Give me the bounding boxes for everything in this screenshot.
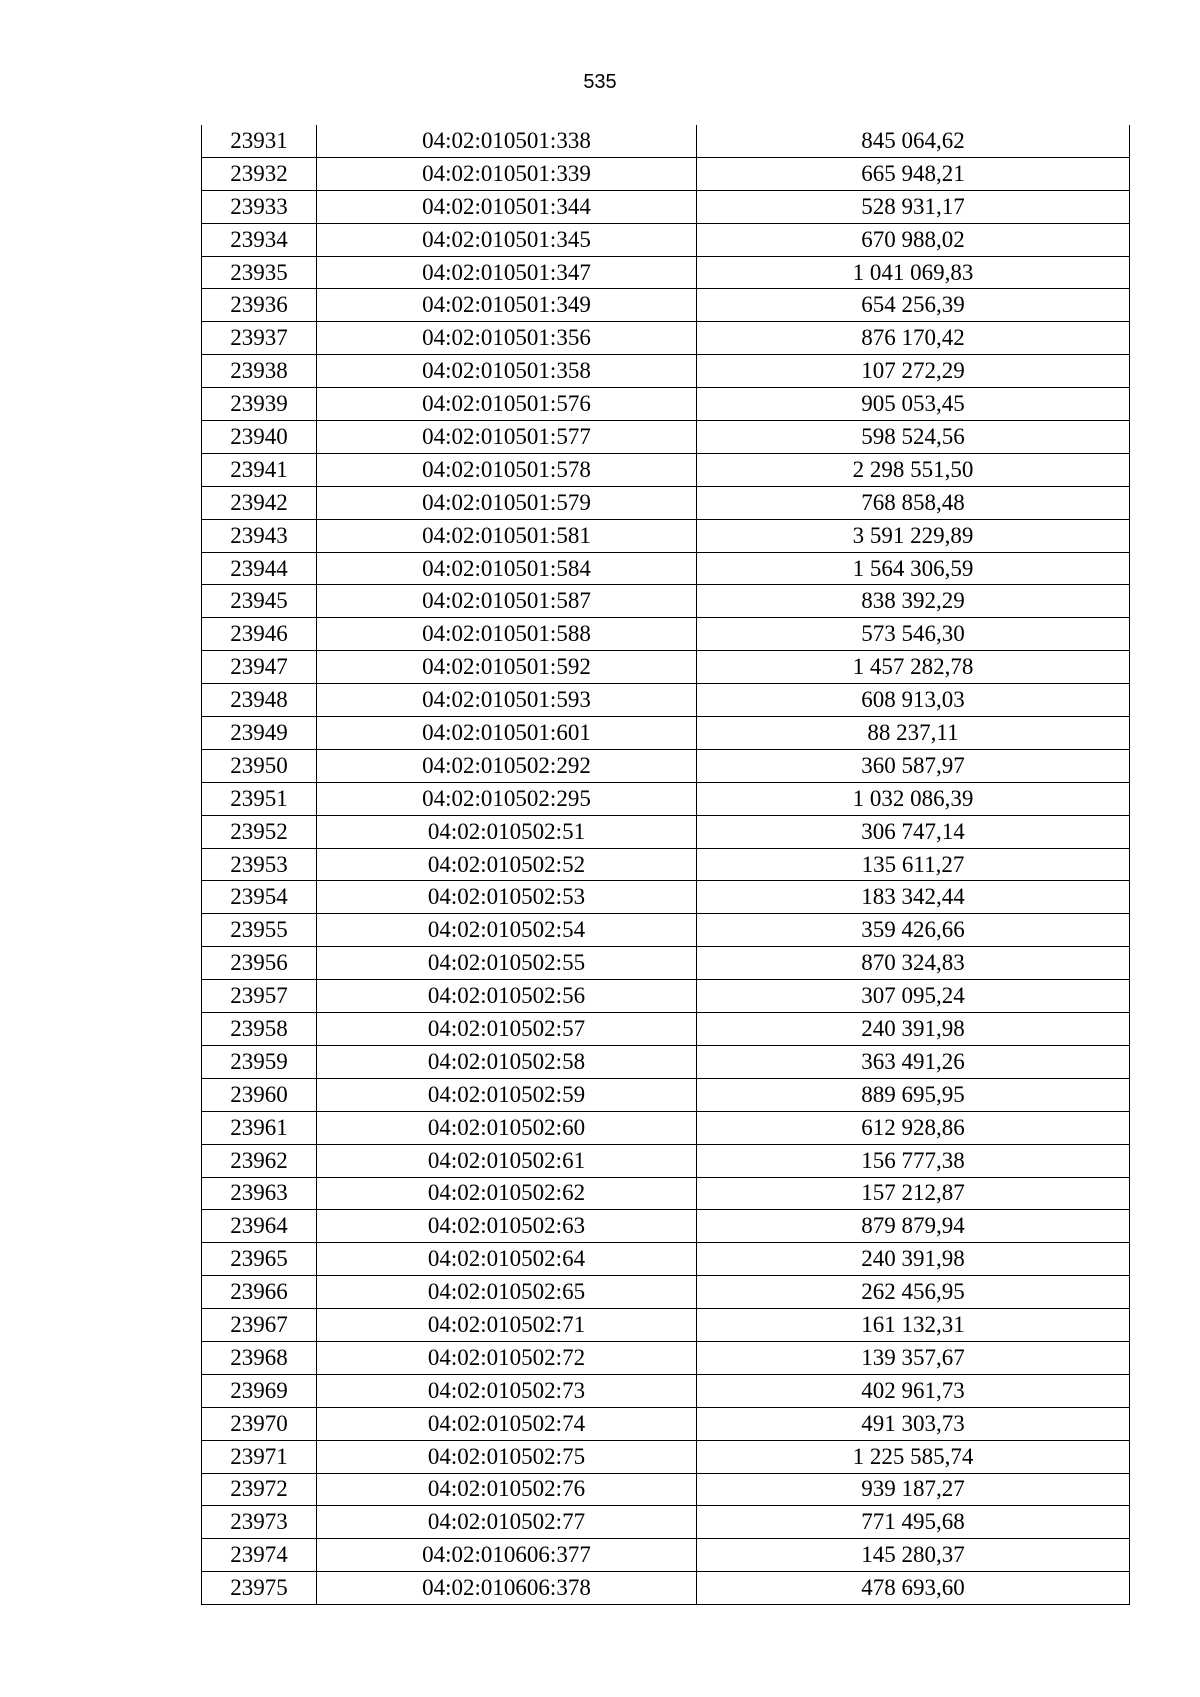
table-row xyxy=(202,881,1130,914)
value-cell: 478 693,60 xyxy=(697,1572,1130,1605)
cadastral-number-cell: 04:02:010501:344 xyxy=(317,190,697,223)
cadastral-number-cell: 04:02:010502:53 xyxy=(317,881,697,914)
row-number-cell: 23945 xyxy=(202,585,317,618)
table-row xyxy=(202,1473,1130,1506)
table-row xyxy=(202,618,1130,651)
row-number-cell: 23971 xyxy=(202,1440,317,1473)
value-cell: 1 225 585,74 xyxy=(697,1440,1130,1473)
row-number-cell: 23949 xyxy=(202,717,317,750)
table-row xyxy=(202,1309,1130,1342)
row-number-cell: 23957 xyxy=(202,980,317,1013)
table-row xyxy=(202,519,1130,552)
table-row xyxy=(202,585,1130,618)
value-cell: 306 747,14 xyxy=(697,815,1130,848)
row-number-cell: 23959 xyxy=(202,1045,317,1078)
value-cell: 161 132,31 xyxy=(697,1309,1130,1342)
cadastral-number-cell: 04:02:010501:578 xyxy=(317,453,697,486)
table-row xyxy=(202,355,1130,388)
table-row xyxy=(202,552,1130,585)
row-number-cell: 23972 xyxy=(202,1473,317,1506)
value-cell: 905 053,45 xyxy=(697,388,1130,421)
cadastral-number-cell: 04:02:010502:65 xyxy=(317,1276,697,1309)
cadastral-number-cell: 04:02:010606:377 xyxy=(317,1539,697,1572)
value-cell: 139 357,67 xyxy=(697,1341,1130,1374)
table-row xyxy=(202,157,1130,190)
row-number-cell: 23948 xyxy=(202,684,317,717)
value-cell: 608 913,03 xyxy=(697,684,1130,717)
cadastral-number-cell: 04:02:010502:52 xyxy=(317,848,697,881)
cadastral-number-cell: 04:02:010501:338 xyxy=(317,125,697,157)
table-row xyxy=(202,1341,1130,1374)
table-row xyxy=(202,1276,1130,1309)
value-cell: 3 591 229,89 xyxy=(697,519,1130,552)
table-row xyxy=(202,1243,1130,1276)
cadastral-number-cell: 04:02:010501:592 xyxy=(317,651,697,684)
cadastral-number-cell: 04:02:010502:72 xyxy=(317,1341,697,1374)
value-cell: 845 064,62 xyxy=(697,125,1130,157)
cadastral-number-cell: 04:02:010502:77 xyxy=(317,1506,697,1539)
value-cell: 1 041 069,83 xyxy=(697,256,1130,289)
row-number-cell: 23953 xyxy=(202,848,317,881)
value-cell: 240 391,98 xyxy=(697,1013,1130,1046)
value-cell: 183 342,44 xyxy=(697,881,1130,914)
table-row xyxy=(202,914,1130,947)
cadastral-number-cell: 04:02:010502:59 xyxy=(317,1078,697,1111)
value-cell: 2 298 551,50 xyxy=(697,453,1130,486)
value-cell: 262 456,95 xyxy=(697,1276,1130,1309)
value-cell: 1 564 306,59 xyxy=(697,552,1130,585)
value-cell: 876 170,42 xyxy=(697,322,1130,355)
value-cell: 145 280,37 xyxy=(697,1539,1130,1572)
page-number: 535 xyxy=(583,71,617,93)
cadastral-number-cell: 04:02:010501:345 xyxy=(317,223,697,256)
row-number-cell: 23962 xyxy=(202,1144,317,1177)
cadastral-number-cell: 04:02:010502:76 xyxy=(317,1473,697,1506)
cadastral-number-cell: 04:02:010502:64 xyxy=(317,1243,697,1276)
data-table xyxy=(201,125,1130,1605)
row-number-cell: 23936 xyxy=(202,289,317,322)
cadastral-number-cell: 04:02:010502:55 xyxy=(317,947,697,980)
table-row xyxy=(202,1210,1130,1243)
value-cell: 838 392,29 xyxy=(697,585,1130,618)
value-cell: 402 961,73 xyxy=(697,1374,1130,1407)
table-row xyxy=(202,486,1130,519)
value-cell: 135 611,27 xyxy=(697,848,1130,881)
row-number-cell: 23974 xyxy=(202,1539,317,1572)
table-row xyxy=(202,980,1130,1013)
row-number-cell: 23969 xyxy=(202,1374,317,1407)
table-row xyxy=(202,289,1130,322)
row-number-cell: 23940 xyxy=(202,421,317,454)
row-number-cell: 23964 xyxy=(202,1210,317,1243)
row-number-cell: 23944 xyxy=(202,552,317,585)
cadastral-number-cell: 04:02:010501:579 xyxy=(317,486,697,519)
row-number-cell: 23973 xyxy=(202,1506,317,1539)
row-number-cell: 23975 xyxy=(202,1572,317,1605)
cadastral-number-cell: 04:02:010501:587 xyxy=(317,585,697,618)
value-cell: 528 931,17 xyxy=(697,190,1130,223)
row-number-cell: 23951 xyxy=(202,782,317,815)
row-number-cell: 23932 xyxy=(202,157,317,190)
table-row xyxy=(202,322,1130,355)
row-number-cell: 23946 xyxy=(202,618,317,651)
table-row xyxy=(202,388,1130,421)
table-row xyxy=(202,1078,1130,1111)
value-cell: 107 272,29 xyxy=(697,355,1130,388)
table-body xyxy=(202,125,1130,1605)
row-number-cell: 23943 xyxy=(202,519,317,552)
table-row xyxy=(202,1374,1130,1407)
cadastral-number-cell: 04:02:010501:588 xyxy=(317,618,697,651)
value-cell: 879 879,94 xyxy=(697,1210,1130,1243)
row-number-cell: 23931 xyxy=(202,125,317,157)
cadastral-number-cell: 04:02:010501:581 xyxy=(317,519,697,552)
cadastral-number-cell: 04:02:010502:54 xyxy=(317,914,697,947)
row-number-cell: 23938 xyxy=(202,355,317,388)
table-row xyxy=(202,782,1130,815)
table-row xyxy=(202,815,1130,848)
cadastral-number-cell: 04:02:010501:339 xyxy=(317,157,697,190)
cadastral-number-cell: 04:02:010501:576 xyxy=(317,388,697,421)
row-number-cell: 23933 xyxy=(202,190,317,223)
value-cell: 240 391,98 xyxy=(697,1243,1130,1276)
row-number-cell: 23960 xyxy=(202,1078,317,1111)
row-number-cell: 23954 xyxy=(202,881,317,914)
row-number-cell: 23963 xyxy=(202,1177,317,1210)
cadastral-number-cell: 04:02:010502:62 xyxy=(317,1177,697,1210)
value-cell: 1 032 086,39 xyxy=(697,782,1130,815)
cadastral-number-cell: 04:02:010501:356 xyxy=(317,322,697,355)
table-row xyxy=(202,421,1130,454)
table-row xyxy=(202,749,1130,782)
value-cell: 360 587,97 xyxy=(697,749,1130,782)
table-row xyxy=(202,1440,1130,1473)
value-cell: 870 324,83 xyxy=(697,947,1130,980)
value-cell: 363 491,26 xyxy=(697,1045,1130,1078)
cadastral-number-cell: 04:02:010501:347 xyxy=(317,256,697,289)
value-cell: 612 928,86 xyxy=(697,1111,1130,1144)
cadastral-number-cell: 04:02:010502:292 xyxy=(317,749,697,782)
table-row xyxy=(202,1572,1130,1605)
row-number-cell: 23952 xyxy=(202,815,317,848)
row-number-cell: 23955 xyxy=(202,914,317,947)
table-row xyxy=(202,717,1130,750)
value-cell: 598 524,56 xyxy=(697,421,1130,454)
table-row xyxy=(202,256,1130,289)
row-number-cell: 23947 xyxy=(202,651,317,684)
table-row xyxy=(202,223,1130,256)
value-cell: 157 212,87 xyxy=(697,1177,1130,1210)
row-number-cell: 23961 xyxy=(202,1111,317,1144)
cadastral-number-cell: 04:02:010502:74 xyxy=(317,1407,697,1440)
table-row xyxy=(202,684,1130,717)
table-row xyxy=(202,1013,1130,1046)
value-cell: 670 988,02 xyxy=(697,223,1130,256)
table-row xyxy=(202,848,1130,881)
cadastral-number-cell: 04:02:010502:56 xyxy=(317,980,697,1013)
row-number-cell: 23965 xyxy=(202,1243,317,1276)
value-cell: 1 457 282,78 xyxy=(697,651,1130,684)
cadastral-number-cell: 04:02:010502:75 xyxy=(317,1440,697,1473)
row-number-cell: 23956 xyxy=(202,947,317,980)
value-cell: 307 095,24 xyxy=(697,980,1130,1013)
row-number-cell: 23942 xyxy=(202,486,317,519)
table-row xyxy=(202,453,1130,486)
table-row xyxy=(202,190,1130,223)
table-row xyxy=(202,1144,1130,1177)
table-row xyxy=(202,1539,1130,1572)
value-cell: 156 777,38 xyxy=(697,1144,1130,1177)
row-number-cell: 23937 xyxy=(202,322,317,355)
cadastral-number-cell: 04:02:010502:63 xyxy=(317,1210,697,1243)
value-cell: 573 546,30 xyxy=(697,618,1130,651)
row-number-cell: 23967 xyxy=(202,1309,317,1342)
cadastral-number-cell: 04:02:010501:349 xyxy=(317,289,697,322)
table-row xyxy=(202,1407,1130,1440)
row-number-cell: 23968 xyxy=(202,1341,317,1374)
cadastral-number-cell: 04:02:010502:60 xyxy=(317,1111,697,1144)
table-row xyxy=(202,1111,1130,1144)
value-cell: 768 858,48 xyxy=(697,486,1130,519)
cadastral-number-cell: 04:02:010502:73 xyxy=(317,1374,697,1407)
cadastral-number-cell: 04:02:010502:71 xyxy=(317,1309,697,1342)
row-number-cell: 23958 xyxy=(202,1013,317,1046)
value-cell: 491 303,73 xyxy=(697,1407,1130,1440)
value-cell: 665 948,21 xyxy=(697,157,1130,190)
cadastral-number-cell: 04:02:010502:51 xyxy=(317,815,697,848)
row-number-cell: 23966 xyxy=(202,1276,317,1309)
cadastral-number-cell: 04:02:010502:58 xyxy=(317,1045,697,1078)
cadastral-number-cell: 04:02:010501:358 xyxy=(317,355,697,388)
value-cell: 654 256,39 xyxy=(697,289,1130,322)
table-row xyxy=(202,651,1130,684)
value-cell: 771 495,68 xyxy=(697,1506,1130,1539)
row-number-cell: 23939 xyxy=(202,388,317,421)
value-cell: 359 426,66 xyxy=(697,914,1130,947)
table-row xyxy=(202,125,1130,157)
cadastral-number-cell: 04:02:010502:61 xyxy=(317,1144,697,1177)
table-row xyxy=(202,1506,1130,1539)
table-row xyxy=(202,1045,1130,1078)
value-cell: 88 237,11 xyxy=(697,717,1130,750)
cadastral-number-cell: 04:02:010606:378 xyxy=(317,1572,697,1605)
cadastral-number-cell: 04:02:010502:295 xyxy=(317,782,697,815)
table-row xyxy=(202,1177,1130,1210)
row-number-cell: 23950 xyxy=(202,749,317,782)
row-number-cell: 23935 xyxy=(202,256,317,289)
row-number-cell: 23941 xyxy=(202,453,317,486)
value-cell: 939 187,27 xyxy=(697,1473,1130,1506)
table-row xyxy=(202,947,1130,980)
cadastral-number-cell: 04:02:010502:57 xyxy=(317,1013,697,1046)
row-number-cell: 23970 xyxy=(202,1407,317,1440)
value-cell: 889 695,95 xyxy=(697,1078,1130,1111)
cadastral-number-cell: 04:02:010501:601 xyxy=(317,717,697,750)
cadastral-number-cell: 04:02:010501:584 xyxy=(317,552,697,585)
cadastral-number-cell: 04:02:010501:577 xyxy=(317,421,697,454)
cadastral-number-cell: 04:02:010501:593 xyxy=(317,684,697,717)
row-number-cell: 23934 xyxy=(202,223,317,256)
